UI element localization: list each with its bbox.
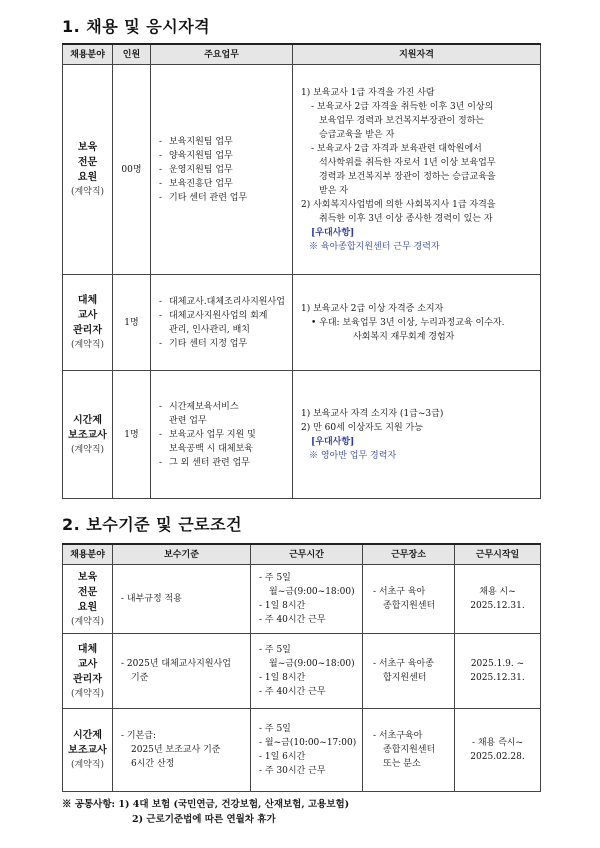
- category-cell: [63, 371, 113, 499]
- common-notes: [62, 797, 349, 827]
- header-duties: 주요업무: [151, 44, 293, 65]
- duty-item: - 보육지원팀 업무: [159, 135, 292, 149]
- place-line: 종합지원센터: [383, 745, 436, 755]
- table-row: [63, 65, 541, 275]
- category-label: 시간제: [73, 730, 102, 741]
- recruitment-table: [62, 43, 541, 499]
- pay-line: 6시간 산정: [131, 759, 175, 769]
- hours-line: 월~금(9:00~18:00): [269, 659, 355, 669]
- place-cell: [363, 634, 455, 709]
- preference-label: [우대사항]: [311, 227, 355, 238]
- headcount: 1명: [113, 371, 151, 499]
- preference-label: [우대사항]: [311, 436, 355, 447]
- duty-item: 보육공백 시 대체보육: [169, 443, 253, 454]
- category-label: 시간제: [73, 414, 102, 426]
- pay-cell: [113, 709, 251, 792]
- category-cell: [63, 634, 113, 709]
- place-line: - 서초구육아: [373, 731, 423, 741]
- qual-line: 1) 보육교사 1급 자격을 가진 사람: [301, 87, 435, 98]
- qual-line: - 보육교사 2급 자격과 보육관련 대학원에서: [311, 143, 482, 154]
- common-note-line: 2) 근로기준법에 따른 연월차 휴가: [132, 814, 276, 825]
- common-note-line: ※ 공통사항: 1) 4대 보험 (국민연금, 건강보험, 산재보험, 고용보험): [62, 799, 350, 810]
- table-header-row: [63, 544, 541, 565]
- section-1-title: 1. 채용 및 응시자격: [62, 17, 211, 36]
- duty-item: - 기타 센터 지정 업무: [159, 337, 292, 351]
- place-line: - 서초구 육아: [373, 587, 426, 597]
- table-header-row: [63, 44, 541, 65]
- pay-line: - 2025년 대체교사지원사업: [121, 659, 231, 669]
- contract-type: (계약직): [70, 444, 105, 455]
- pay-line: - 내부규정 적용: [121, 594, 182, 604]
- table-row: [63, 565, 541, 634]
- contract-type: (계약직): [70, 187, 105, 197]
- duty-item: - 대체교사지원사업의 회계: [159, 309, 292, 323]
- pay-cell: [113, 565, 251, 634]
- duty-item: - 보육교사 업무 지원 및: [159, 428, 292, 442]
- header-qualifications: 지원자격: [293, 44, 541, 65]
- table-row: [63, 634, 541, 709]
- header-pay: 보수기준: [113, 544, 251, 565]
- place-cell: [363, 565, 455, 634]
- hours-line: 월~금(9:00~18:00): [269, 587, 355, 597]
- hours-line: - 주 40시간 근무: [259, 687, 326, 697]
- header-start-date: 근무시작일: [455, 544, 541, 565]
- headcount: 1명: [113, 275, 151, 371]
- contract-type: (계약직): [70, 340, 105, 350]
- category-label: 관리자: [73, 325, 102, 336]
- start-cell: [455, 634, 541, 709]
- hours-line: - 주 5일: [259, 724, 291, 734]
- contract-type: (계약직): [70, 616, 105, 627]
- duty-item: - 그 외 센터 관련 업무: [159, 456, 292, 470]
- start-line: 2025.02.28.: [470, 752, 525, 762]
- category-cell: [63, 565, 113, 634]
- duties-cell: [151, 371, 293, 499]
- contract-type: (계약직): [70, 688, 105, 699]
- hours-cell: [251, 709, 363, 792]
- hours-line: - 월~금(10:00~17:00): [259, 738, 357, 748]
- header-place: 근무장소: [363, 544, 455, 565]
- headcount: 00명: [113, 65, 151, 275]
- duty-item: - 대체교사.대체조리사지원사업: [159, 295, 292, 309]
- category-label: 요원: [77, 601, 98, 613]
- qual-line: • 우대: 보육업무 3년 이상, 누리과정교육 이수자.: [311, 317, 505, 328]
- section-2-title: 2. 보수기준 및 근로조건: [62, 515, 243, 534]
- category-cell: [63, 275, 113, 371]
- category-cell: [63, 65, 113, 275]
- header-field: 채용분야: [63, 544, 113, 565]
- qual-line: 취득한 이후 3년 이상 종사한 경력이 있는 자: [319, 213, 493, 224]
- place-line: - 서초구 육아종: [373, 659, 434, 669]
- hours-line: - 주 40시간 근무: [259, 615, 326, 625]
- hours-line: - 1일 6시간: [259, 752, 306, 762]
- header-field: 채용분야: [63, 44, 113, 65]
- pay-cell: [113, 634, 251, 709]
- qualifications-cell: [293, 65, 541, 275]
- start-line: 채용 시~: [479, 587, 516, 597]
- preference-note: ※ 영아반 업무 경력자: [309, 450, 397, 461]
- duty-item: 관리, 인사관리, 배치: [169, 324, 250, 335]
- duty-item: - 보육진흥단 업무: [159, 177, 292, 191]
- qual-line: 승급교육을 받은 자: [319, 129, 395, 140]
- qual-line: 사회복지 재무회계 경험자: [353, 331, 455, 342]
- hours-line: - 주 5일: [259, 645, 291, 655]
- hours-cell: [251, 634, 363, 709]
- category-label: 보육: [77, 142, 98, 153]
- qual-line: 1) 보육교사 자격 소지자 (1급~3급): [301, 408, 444, 419]
- start-line: 2025.12.31.: [470, 673, 525, 683]
- start-line: 2025.1.9. ~: [470, 659, 525, 669]
- category-label: 대체: [77, 295, 98, 306]
- qual-line: 보육업무 경력과 보건복지부장관이 정하는: [319, 115, 485, 126]
- qual-line: 2) 만 60세 이상자도 지원 가능: [301, 422, 423, 433]
- header-hours: 근무시간: [251, 544, 363, 565]
- category-label: 교사: [77, 658, 98, 670]
- category-label: 보육: [77, 571, 98, 583]
- hours-line: - 1일 8시간: [259, 673, 306, 683]
- start-line: 2025.12.31.: [470, 601, 525, 611]
- hours-line: - 1일 8시간: [259, 601, 306, 611]
- category-label: 전문: [77, 157, 98, 168]
- duty-item: - 운영지원팀 업무: [159, 163, 292, 177]
- category-label: 요원: [77, 172, 98, 183]
- qualifications-cell: [293, 371, 541, 499]
- qual-line: 2) 사회복지사업법에 의한 사회복지사 1급 자격을: [301, 199, 496, 210]
- place-cell: [363, 709, 455, 792]
- duties-cell: [151, 65, 293, 275]
- category-label: 관리자: [73, 673, 102, 685]
- qual-line: 석사학위를 취득한 자로서 1년 이상 보육업무: [319, 157, 496, 168]
- pay-line: 기준: [131, 673, 149, 683]
- pay-line: - 기본급:: [121, 731, 157, 741]
- category-cell: [63, 709, 113, 792]
- conditions-table: [62, 543, 541, 792]
- category-label: 대체: [77, 643, 98, 655]
- start-cell: [455, 709, 541, 792]
- pay-line: 2025년 보조교사 기준: [131, 745, 221, 755]
- hours-line: - 주 5일: [259, 573, 291, 583]
- duty-item: - 기타 센터 관련 업무: [159, 191, 292, 205]
- category-label: 보조교사: [68, 429, 107, 441]
- duty-item: - 시간제보육서비스: [159, 400, 292, 414]
- qual-line: 경력과 보건복지부 장관이 정하는 승급교육을: [319, 171, 496, 182]
- contract-type: (계약직): [70, 760, 105, 770]
- category-label: 전문: [77, 586, 98, 598]
- category-label: 교사: [77, 310, 98, 321]
- header-count: 인원: [113, 44, 151, 65]
- start-cell: [455, 565, 541, 634]
- duty-item: 관련 업무: [169, 415, 207, 426]
- qual-line: 받은 자: [319, 185, 348, 196]
- place-line: 종합지원센터: [383, 601, 436, 611]
- qualifications-cell: [293, 275, 541, 371]
- qual-line: 1) 보육교사 2급 이상 자격증 소지자: [301, 303, 444, 314]
- place-line: 합지원센터: [383, 673, 427, 683]
- table-row: [63, 275, 541, 371]
- hours-cell: [251, 565, 363, 634]
- table-row: [63, 709, 541, 792]
- duty-item: - 양육지원팀 업무: [159, 149, 292, 163]
- start-line: - 채용 즉시~: [471, 738, 524, 748]
- preference-note: ※ 육아종합지원센터 근무 경력자: [309, 241, 440, 252]
- table-row: [63, 371, 541, 499]
- qual-line: - 보육교사 2급 자격을 취득한 이후 3년 이상의: [311, 101, 494, 112]
- hours-line: - 주 30시간 근무: [259, 766, 326, 776]
- category-label: 보조교사: [68, 745, 107, 756]
- duties-cell: [151, 275, 293, 371]
- place-line: 또는 분소: [383, 759, 421, 769]
